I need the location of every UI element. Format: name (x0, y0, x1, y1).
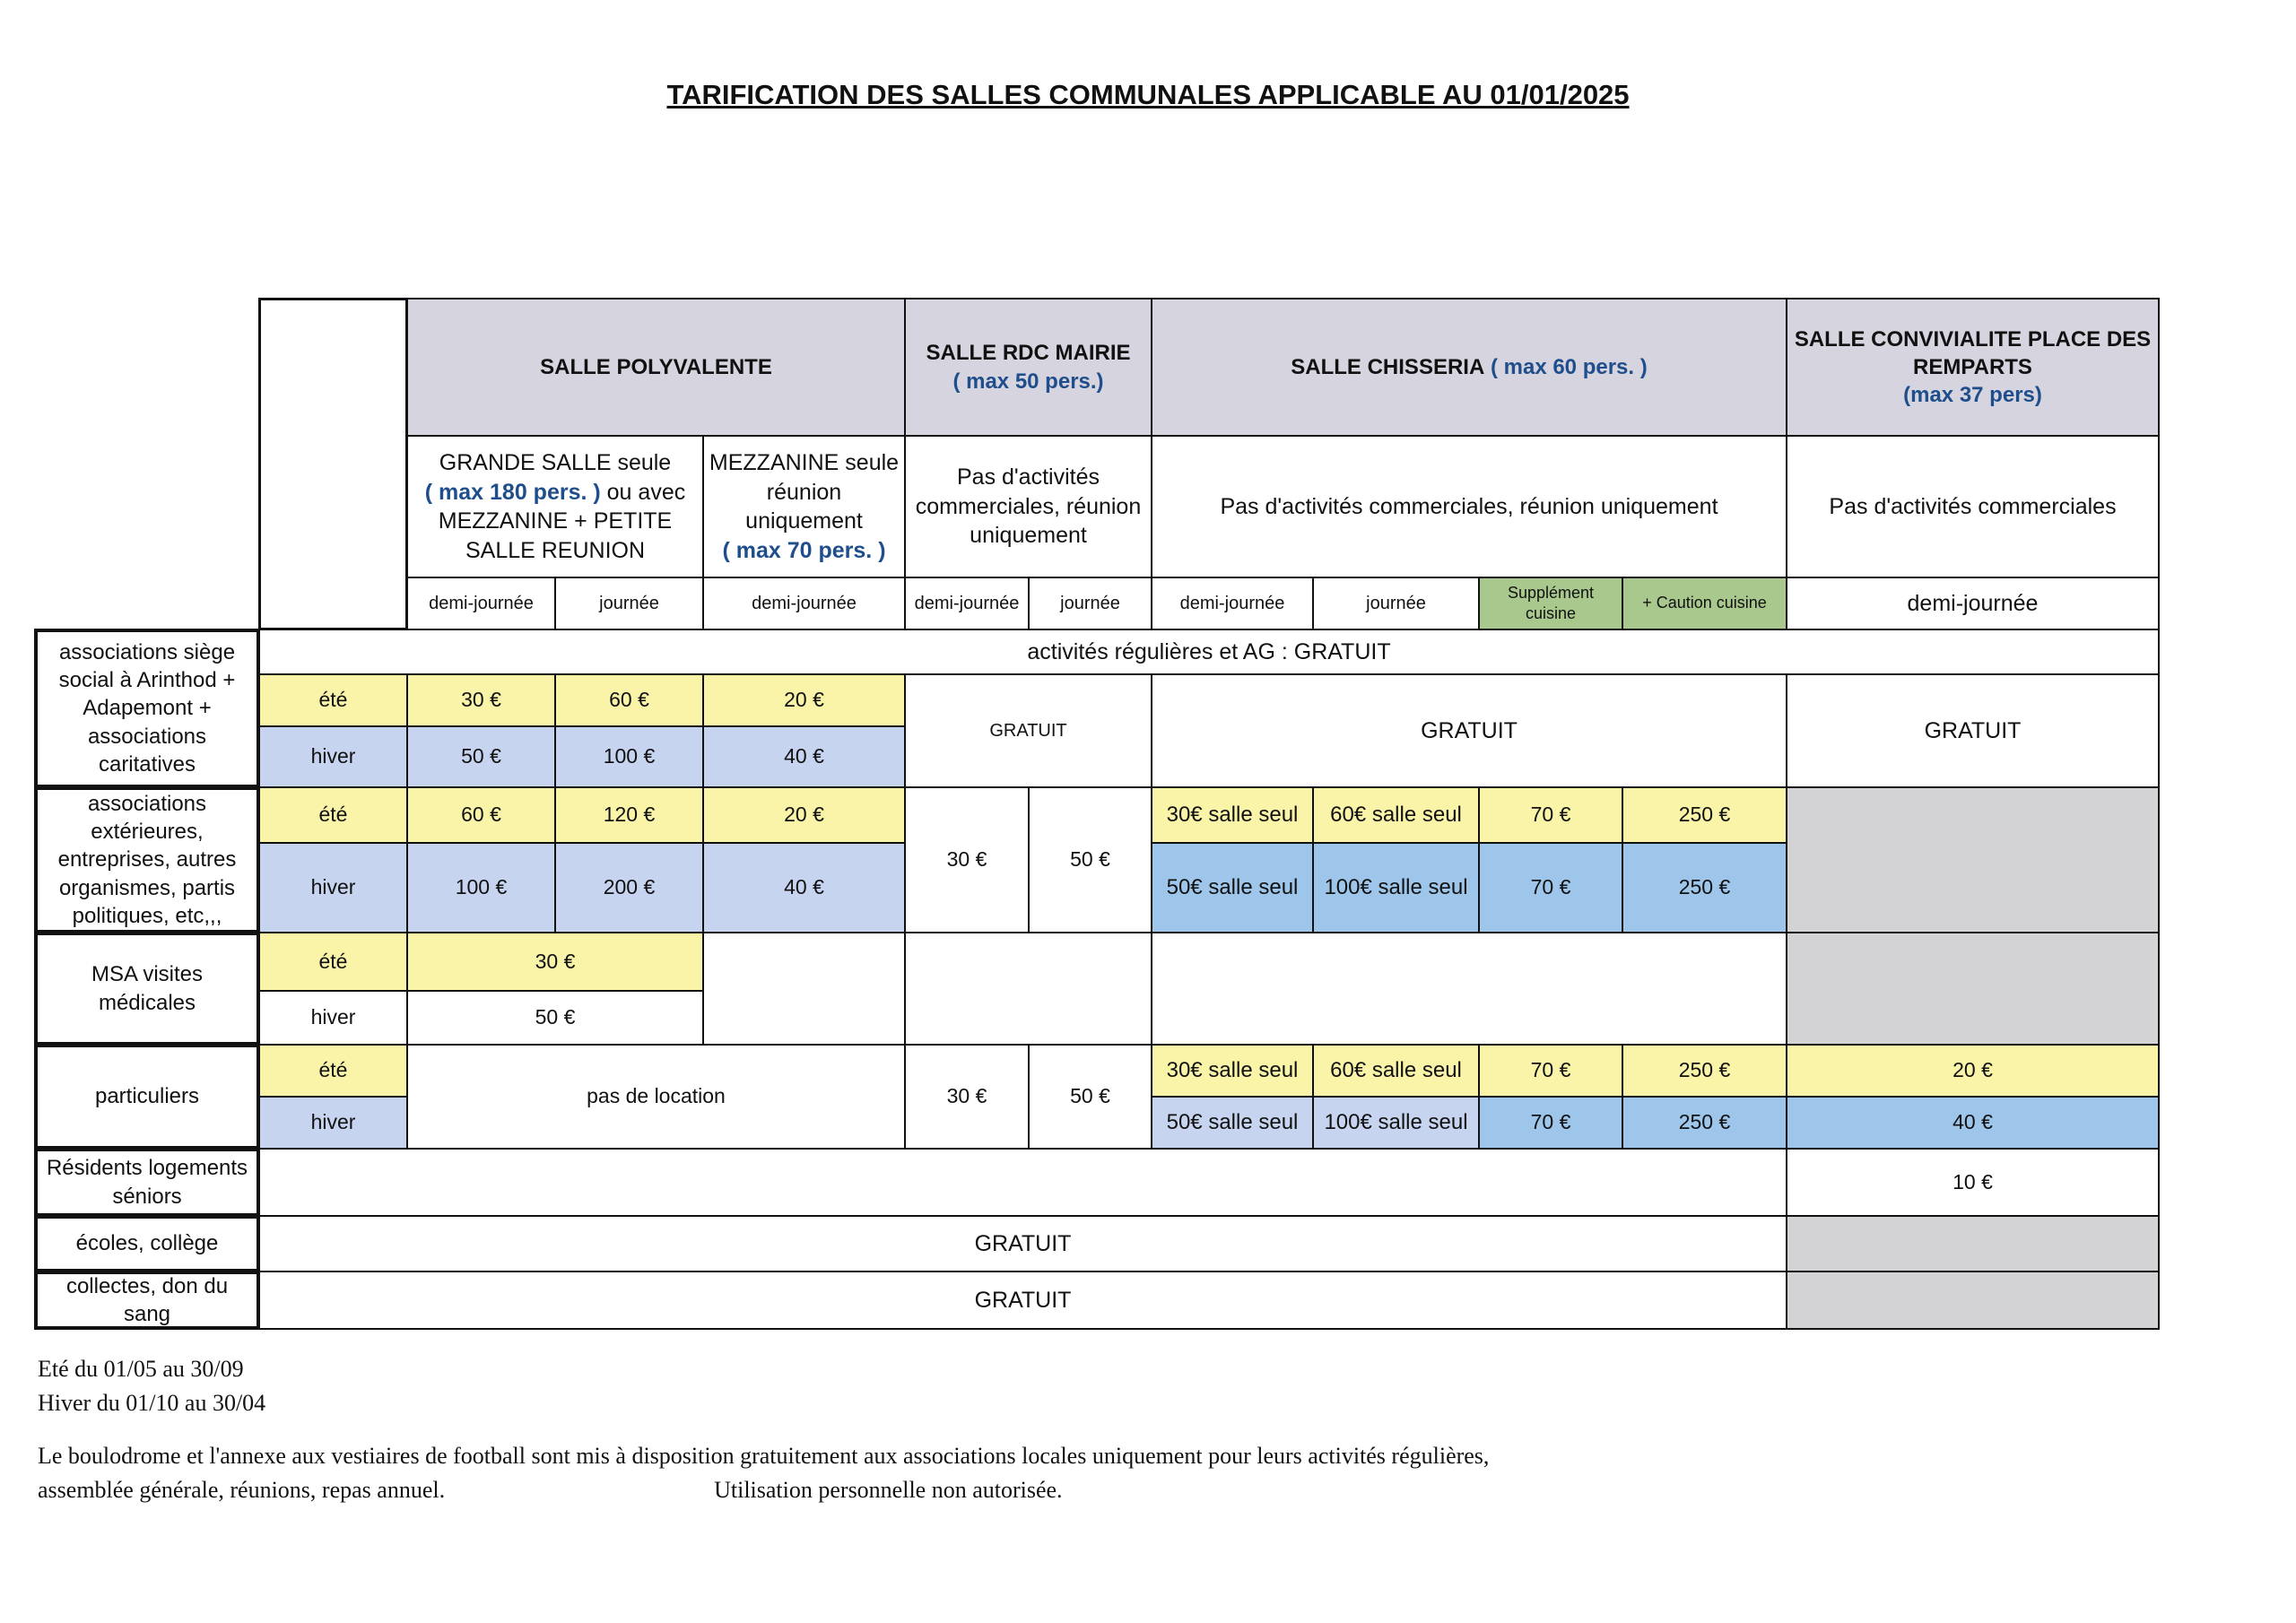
label-header-blank (258, 298, 408, 630)
price-cell: 50 € (406, 725, 556, 788)
subheader-mezzanine (702, 435, 906, 578)
price-cell: 200 € (554, 842, 704, 933)
season-hiver: hiver (258, 842, 408, 933)
price-cell: 40 € (1786, 1096, 2160, 1150)
collectes-gratuit: GRATUIT (258, 1271, 1787, 1330)
period-journee: journée (1312, 577, 1480, 630)
note-boulodrome-2: assemblée générale, réunions, repas annuel. (38, 1477, 446, 1504)
period-demi-journee: demi-journée (904, 577, 1030, 630)
season-hiver: hiver (258, 1096, 408, 1150)
price-cell: 50 € (406, 990, 704, 1046)
header-rdc-text: SALLE RDC MAIRIE (926, 341, 1131, 366)
price-cell: 60 € (554, 673, 704, 727)
price-cell: 250 € (1622, 786, 1787, 844)
price-cell: 250 € (1622, 842, 1787, 933)
convivialite-gratuit: GRATUIT (1786, 673, 2160, 788)
pas-de-location: pas de location (406, 1044, 906, 1150)
header-rdc-max: ( max 50 pers.) (952, 369, 1104, 394)
row-label-collectes: collectes, don du sang (34, 1271, 260, 1330)
period-demi-journee: demi-journée (1786, 577, 2160, 630)
price-cell: 100 € (554, 725, 704, 788)
period-caution-cuisine: + Caution cuisine (1622, 577, 1787, 630)
season-ete: été (258, 786, 408, 844)
season-ete: été (258, 932, 408, 992)
empty-cell (258, 1148, 1787, 1217)
row-label-ecoles: écoles, collège (34, 1215, 260, 1272)
mezzanine-max: ( max 70 pers. ) (722, 537, 886, 563)
header-salle-polyvalente-text: SALLE POLYVALENTE (540, 354, 772, 379)
subheader-chisseria-note: Pas d'activités commerciales, réunion uniquement (1151, 435, 1787, 578)
price-cell: 40 € (702, 725, 906, 788)
period-demi-journee: demi-journée (702, 577, 906, 630)
price-cell: 40 € (702, 842, 906, 933)
period-journee: journée (554, 577, 704, 630)
header-chisseria-max: ( max 60 pers. ) (1490, 354, 1648, 379)
price-cell: 250 € (1622, 1096, 1787, 1150)
page-title: TARIFICATION DES SALLES COMMUNALES APPLICABLE AU 01/01/2025 (666, 79, 1630, 110)
grande-salle-text: GRANDE SALLE seule (439, 450, 672, 475)
price-cell: 50€ salle seul (1151, 1096, 1314, 1150)
price-cell: 30€ salle seul (1151, 1044, 1314, 1098)
header-convivialite-max: (max 37 pers) (1903, 383, 2042, 408)
period-journee: journée (1028, 577, 1152, 630)
season-hiver: hiver (258, 725, 408, 788)
price-cell: 20 € (702, 786, 906, 844)
price-cell: 60 € (406, 786, 556, 844)
price-cell: 100€ salle seul (1312, 1096, 1480, 1150)
price-cell: 10 € (1786, 1148, 2160, 1217)
price-cell: 70 € (1478, 1096, 1623, 1150)
price-cell: 70 € (1478, 842, 1623, 933)
period-demi-journee: demi-journée (406, 577, 556, 630)
header-convivialite-text: SALLE CONVIVIALITE PLACE DES REMPARTS (1794, 326, 2152, 379)
empty-cell (904, 932, 1152, 1046)
price-cell: 20 € (1786, 1044, 2160, 1098)
price-cell: 100 € (406, 842, 556, 933)
period-demi-journee: demi-journée (1151, 577, 1314, 630)
price-cell: 70 € (1478, 1044, 1623, 1098)
price-cell: 100€ salle seul (1312, 842, 1480, 933)
header-salle-rdc-mairie (904, 298, 1152, 437)
empty-cell (702, 932, 906, 1046)
price-cell: 50 € (1028, 1044, 1152, 1150)
price-cell: 50 € (1028, 786, 1152, 933)
row-label-particuliers: particuliers (34, 1044, 260, 1150)
price-cell: 30 € (406, 673, 556, 727)
header-salle-polyvalente (406, 298, 906, 437)
header-salle-chisseria (1151, 298, 1787, 437)
footnotes (38, 1352, 1489, 1507)
assoc-siege-activites: activités régulières et AG : GRATUIT (258, 629, 2160, 675)
price-cell: 70 € (1478, 786, 1623, 844)
grey-cell (1786, 1271, 2160, 1330)
price-cell: 250 € (1622, 1044, 1787, 1098)
season-ete: été (258, 673, 408, 727)
price-cell: 30 € (904, 1044, 1030, 1150)
price-cell: 120 € (554, 786, 704, 844)
rdc-gratuit: GRATUIT (904, 673, 1152, 788)
row-label-residents: Résidents logements séniors (34, 1148, 260, 1217)
price-cell: 50€ salle seul (1151, 842, 1314, 933)
grey-cell (1786, 1215, 2160, 1272)
header-chisseria-text: SALLE CHISSERIA (1291, 354, 1485, 379)
subheader-grande-salle (406, 435, 704, 578)
ecoles-gratuit: GRATUIT (258, 1215, 1787, 1272)
header-salle-convivialite (1786, 298, 2160, 437)
season-hiver: hiver (258, 990, 408, 1046)
period-supplement-cuisine: Supplément cuisine (1478, 577, 1623, 630)
row-label-msa: MSA visites médicales (34, 932, 260, 1046)
chisseria-gratuit: GRATUIT (1151, 673, 1787, 788)
row-label-assoc-ext: associations extérieures, entreprises, autres organismes, partis politiques, etc,,, (34, 786, 260, 933)
price-cell: 60€ salle seul (1312, 1044, 1480, 1098)
corner-blank (34, 298, 260, 630)
grande-salle-max: ( max 180 pers. ) (424, 479, 601, 505)
price-cell: 30€ salle seul (1151, 786, 1314, 844)
row-label-assoc-siege: associations siège social à Arinthod + Adapemont + associations caritatives (34, 629, 260, 788)
subheader-rdc-note: Pas d'activités commerciales, réunion uniquement (904, 435, 1152, 578)
price-cell: 60€ salle seul (1312, 786, 1480, 844)
mezzanine-text: MEZZANINE seule réunion uniquement (709, 450, 900, 534)
price-cell: 20 € (702, 673, 906, 727)
grande-salle-text-2: ou avec MEZZANINE + PETITE SALLE REUNION (438, 479, 686, 563)
season-ete: été (258, 1044, 408, 1098)
note-ete: Eté du 01/05 au 30/09 (38, 1356, 244, 1382)
subheader-convivialite-note: Pas d'activités commerciales (1786, 435, 2160, 578)
note-hiver: Hiver du 01/10 au 30/04 (38, 1389, 266, 1416)
note-boulodrome-1: Le boulodrome et l'annexe aux vestiaires de football sont mis à disposition gratuitement aux associations locales uniquement pour leurs activités régulières, (38, 1443, 1490, 1470)
note-utilisation: Utilisation personnelle non autorisée. (714, 1477, 1063, 1504)
grey-cell (1786, 932, 2160, 1046)
price-cell: 30 € (904, 786, 1030, 933)
grey-cell (1786, 786, 2160, 933)
price-cell: 30 € (406, 932, 704, 992)
empty-cell (1151, 932, 1787, 1046)
tariff-table (34, 298, 2213, 1350)
